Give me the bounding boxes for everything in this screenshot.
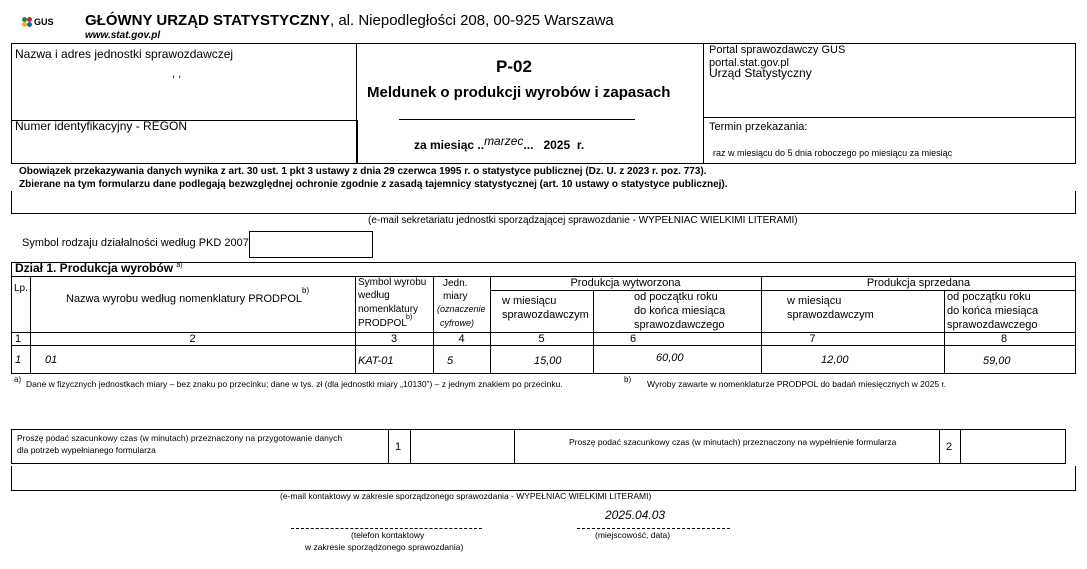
cell-name[interactable]: 01: [45, 354, 58, 366]
cell-lp: 1: [15, 354, 22, 366]
report-month: marzec: [484, 134, 524, 148]
phone-caption: (telefon kontaktowy: [351, 530, 425, 540]
contact-email-caption: (e-mail kontaktowy w zakresie sporządzonego sprawozdania - WYPEŁNIAC WIELKIMI LITERAMI): [280, 491, 652, 501]
section1-title: Dział 1. Produkcja wyrobów $^{a)}$: [15, 261, 183, 275]
secretariat-email-field[interactable]: [11, 191, 1076, 214]
col-header-sold-ytd: od początku roku: [947, 291, 1031, 303]
report-year: 2025: [543, 138, 571, 152]
col-number: 3: [390, 333, 398, 345]
prep-time-field[interactable]: [410, 429, 515, 464]
respondent-name-value: , ,: [172, 68, 182, 80]
respondent-name-label: Nazwa i adres jednostki sprawozdawczej: [15, 47, 234, 61]
col-header-lp: Lp.: [14, 283, 28, 294]
col-group-sold: Produkcja sprzedana: [866, 277, 971, 289]
footnote-b-text: Wyroby zawarte w nomenklaturze PRODPOL do badań miesięcznych w 2025 r.: [647, 379, 947, 389]
fill-time-field[interactable]: [960, 429, 1066, 464]
logo-text: GUS: [34, 17, 54, 27]
legal-line1: Obowiązek przekazywania danych wynika z art. 30 ust. 1 pkt 3 ustawy z dnia 29 czerwca 1995 r. o statystyce publicznej (Dz. U. z 2023 r. poz. 773).: [19, 166, 707, 177]
col-number: 1: [15, 333, 22, 345]
cell-produced-month[interactable]: 15,00: [534, 355, 562, 367]
pkd-field[interactable]: [249, 231, 373, 258]
cell-sold-ytd[interactable]: 59,00: [983, 355, 1011, 367]
deadline-value: raz w miesiącu do 5 dnia roboczego po miesiącu za miesiąc: [713, 148, 953, 158]
prep-time-label: Proszę podać szacunkowy czas (w minutach) przeznaczony na przygotowanie danych: [17, 433, 343, 443]
secretariat-email-caption: (e-mail sekretariatu jednostki sporządzającej sprawozdanie - WYPEŁNIAC WIELKIMI LITERAMI): [368, 215, 798, 226]
col-number: 5: [538, 333, 545, 345]
footnote-a-text: Dane w fizycznych jednostkach miary – bez znaku po przecinku; dane w tys. zł (dla jednostki miary „10130”) – z jednym znakiem po przecinku.: [26, 379, 563, 389]
cell-sold-month[interactable]: 12,00: [821, 354, 849, 366]
gus-logo: [22, 16, 62, 34]
legal-line2: Zbierane na tym formularzu dane podlegają bezwzględnej ochronie zgodnie z zasadą tajemnicy statystycznej (art. 10 ustawy o statystyce publicznej).: [19, 179, 728, 190]
fill-time-label: Proszę podać szacunkowy czas (w minutach) przeznaczony na wypełnienie formularza: [569, 437, 897, 447]
col-header-unit: Jedn.: [443, 278, 468, 289]
logo-dot-icon: [27, 22, 32, 27]
cell-symbol[interactable]: KAT-01: [358, 355, 394, 367]
col-number: 8: [1000, 333, 1008, 345]
portal-line2: portal.stat.gov.pl: [709, 57, 789, 69]
col-number: 7: [809, 333, 816, 345]
cell-produced-ytd[interactable]: 60,00: [656, 352, 684, 364]
prep-time-number: 1: [395, 441, 402, 453]
form-code: P-02: [496, 57, 532, 76]
place-date-caption: (miejscowość, data): [595, 530, 671, 540]
office-heading: [85, 12, 614, 29]
col-group-produced: Produkcja wytworzona: [570, 277, 681, 289]
place-date-line: [577, 528, 730, 529]
report-period: za miesiąc ..marzec... 2025 r.: [414, 134, 585, 152]
deadline-label: Termin przekazania:: [709, 121, 808, 133]
phone-line: [291, 528, 482, 529]
pkd-label: Symbol rodzaju działalności według PKD 2007: [22, 237, 249, 249]
col-header-produced-ytd: od początku roku: [634, 291, 718, 303]
fill-time-number: 2: [946, 441, 953, 453]
col-header-produced-month: w miesiącu: [502, 295, 557, 307]
form-title: Meldunek o produkcji wyrobów i zapasach: [367, 84, 671, 101]
date-value[interactable]: 2025.04.03: [605, 508, 666, 522]
website: www.stat.gov.pl: [85, 30, 161, 41]
col-header-sold-month: w miesiącu: [787, 295, 842, 307]
regon-label: Numer identyfikacyjny - REGON: [15, 119, 188, 133]
footnote-b-mark: b): [624, 375, 632, 384]
portal-line1: Portal sprawozdawczy GUS: [709, 44, 846, 56]
office-name: GŁÓWNY URZĄD STATYSTYCZNY: [85, 12, 330, 29]
portal-line3: Urząd Statystyczny: [709, 66, 812, 80]
cell-unit[interactable]: 5: [447, 355, 454, 367]
footnote-a-mark: a): [14, 375, 22, 384]
col-number: 6: [629, 333, 637, 345]
col-header-name: Nazwa wyrobu według nomenklatury PRODPOL: [66, 293, 302, 305]
office-address: , al. Niepodległości 208, 00-925 Warszawa: [330, 12, 614, 29]
col-header-symbol: Symbol wyrobu: [358, 277, 427, 288]
col-number: 2: [189, 333, 196, 345]
col-number: 4: [458, 333, 465, 345]
contact-email-field[interactable]: [11, 466, 1076, 491]
